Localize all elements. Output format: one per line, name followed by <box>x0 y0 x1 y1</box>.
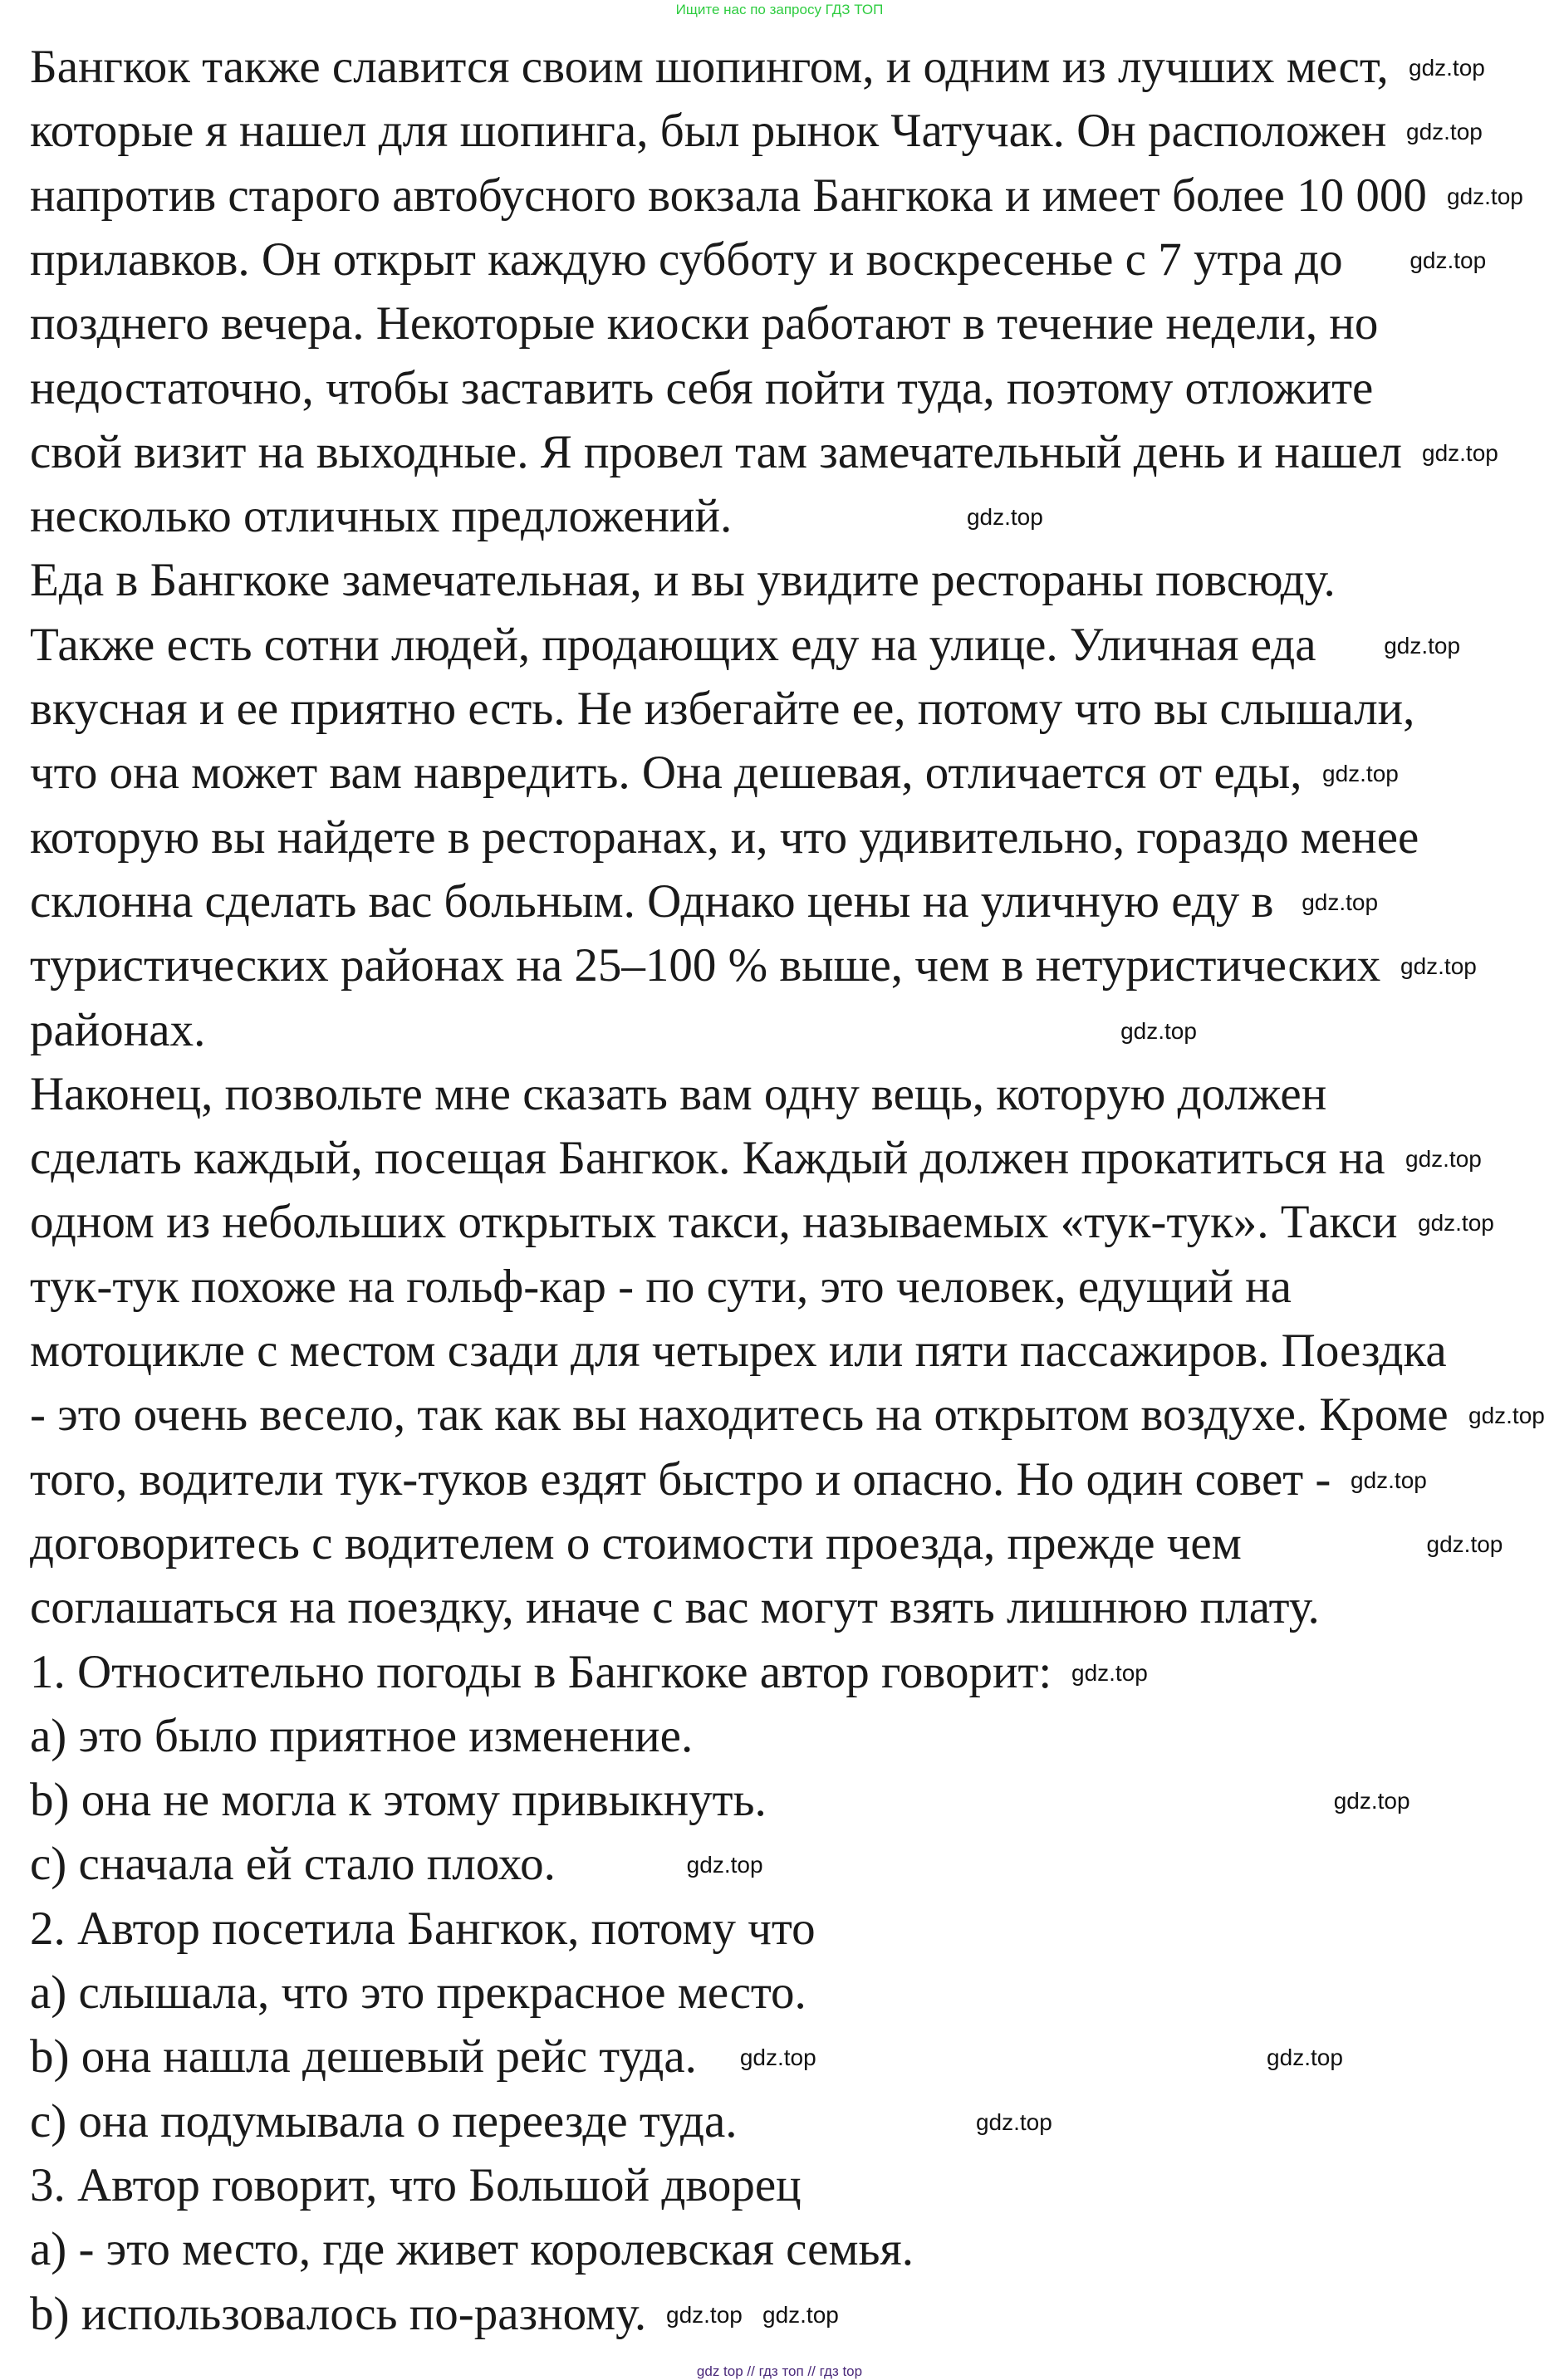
watermark-text: gdz.top <box>1426 1530 1503 1557</box>
paragraph-line: тук-тук похоже на гольф-кар - по сути, это человек, едущий на <box>30 1260 1292 1313</box>
watermark-text: gdz.top <box>1322 761 1399 787</box>
watermark-text: gdz.top <box>1405 1146 1482 1173</box>
paragraph-line: которые я нашел для шопинга, был рынок Чатучак. Он расположен <box>30 105 1387 158</box>
question-line: b) она нашла дешевый рейс туда. <box>30 2030 697 2084</box>
footer-watermark: gdz top // гдз топ // гдз top <box>696 2363 863 2379</box>
paragraph-line: недостаточно, чтобы заставить себя пойти туда, поэтому отложите <box>30 361 1374 414</box>
watermark-text: gdz.top <box>1422 439 1498 466</box>
watermark-text: gdz.top <box>666 2301 743 2328</box>
watermark-text: gdz.top <box>762 2301 839 2328</box>
paragraph-line: одном из небольших открытых такси, называемых «тук-тук». Такси <box>30 1196 1398 1249</box>
question-line: 2. Автор посетила Бангкок, потому что <box>30 1902 816 1955</box>
watermark-text: gdz.top <box>1302 889 1379 915</box>
paragraph-line: Еда в Бангкоке замечательная, и вы увидите рестораны повсюду. <box>30 554 1336 607</box>
watermark-text: gdz.top <box>1384 632 1461 659</box>
watermark-text: gdz.top <box>686 1852 763 1878</box>
paragraph-line: договоритесь с водителем о стоимости проезда, прежде чем <box>30 1516 1242 1570</box>
paragraph-line: вкусная и ее приятно есть. Не избегайте ее, потому что вы слышали, <box>30 683 1415 735</box>
paragraph-line: напротив старого автобусного вокзала Бангкока и имеет более 10 000 <box>30 169 1427 222</box>
question-line: a) это было приятное изменение. <box>30 1709 694 1762</box>
watermark-text: gdz.top <box>1418 1210 1494 1237</box>
question-line: c) сначала ей стало плохо. <box>30 1838 556 1891</box>
paragraph-line: Бангкок также славится своим шопингом, и одним из лучших мест, <box>30 41 1389 93</box>
paragraph-line: Наконец, позвольте мне сказать вам одну вещь, которую должен <box>30 1067 1327 1120</box>
watermark-text: gdz.top <box>1406 119 1483 145</box>
search-banner: Ищите нас по запросу ГДЗ ТОП <box>675 2 884 17</box>
paragraph-line: позднего вечера. Некоторые киоски работают в течение недели, но <box>30 297 1379 350</box>
watermark-text: gdz.top <box>975 2108 1052 2135</box>
paragraph-line: что она может вам навредить. Она дешевая, отличается от еды, <box>30 747 1302 800</box>
watermark-text: gdz.top <box>1409 55 1485 81</box>
watermark-text: gdz.top <box>739 2045 816 2071</box>
paragraph-line: того, водители тук-туков ездят быстро и опасно. Но один совет - <box>30 1452 1331 1506</box>
question-line: 1. Относительно погоды в Бангкоке автор говорит: <box>30 1645 1052 1698</box>
paragraph-line: районах. <box>30 1003 206 1056</box>
watermark-text: gdz.top <box>1468 1403 1545 1429</box>
paragraph-line: мотоцикле с местом сзади для четырех или пяти пассажиров. Поездка <box>30 1325 1447 1377</box>
paragraph-line: свой визит на выходные. Я провел там замечательный день и нашел <box>30 425 1402 478</box>
question-line: 3. Автор говорит, что Большой дворец <box>30 2158 802 2211</box>
question-line: b) использовалось по-разному. <box>30 2287 647 2340</box>
paragraph-line: туристических районах на 25–100 % выше, чем в нетуристических <box>30 939 1381 992</box>
question-line: b) она не могла к этому привыкнуть. <box>30 1774 767 1827</box>
paragraph-line: Также есть сотни людей, продающих еду на улице. Уличная еда <box>30 618 1316 671</box>
watermark-text: gdz.top <box>1351 1467 1427 1493</box>
watermark-text: gdz.top <box>1120 1017 1197 1044</box>
watermark-text: gdz.top <box>1409 247 1487 273</box>
paragraph-line: несколько отличных предложений. <box>30 490 733 543</box>
paragraph-line: сделать каждый, посещая Бангкок. Каждый должен прокатиться на <box>30 1132 1385 1185</box>
paragraph-line: которую вы найдете в ресторанах, и, что удивительно, гораздо менее <box>30 810 1419 864</box>
watermark-text: gdz.top <box>1071 1659 1148 1686</box>
question-line: a) - это место, где живет королевская семья. <box>30 2223 914 2276</box>
watermark-text: gdz.top <box>1333 1788 1410 1814</box>
paragraph-line: склонна сделать вас больным. Однако цены на уличную еду в <box>30 874 1274 928</box>
watermark-text: gdz.top <box>1400 953 1477 980</box>
watermark-text: gdz.top <box>1447 183 1523 209</box>
question-line: a) слышала, что это прекрасное место. <box>30 1966 806 2019</box>
paragraph-line: - это очень весело, так как вы находитесь на открытом воздухе. Кроме <box>30 1388 1449 1442</box>
paragraph-line: соглашаться на поездку, иначе с вас могут взять лишнюю плату. <box>30 1581 1320 1634</box>
paragraph-line: прилавков. Он открыт каждую субботу и воскресенье с 7 утра до <box>30 233 1343 286</box>
watermark-text: gdz.top <box>966 504 1043 531</box>
watermark-text: gdz.top <box>1267 2045 1343 2071</box>
question-line: c) она подумывала о переезде туда. <box>30 2094 738 2147</box>
